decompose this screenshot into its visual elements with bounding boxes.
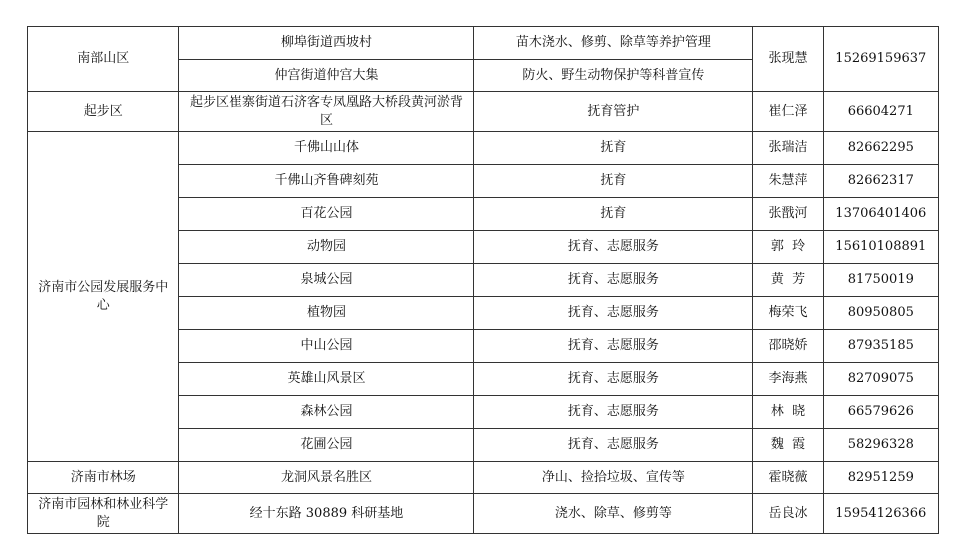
contact-person-cell: 朱慧萍 — [753, 165, 823, 198]
task-cell: 苗木浇水、修剪、除草等养护管理 — [474, 27, 753, 60]
location-cell: 动物园 — [179, 231, 474, 264]
task-cell: 抚育、志愿服务 — [474, 396, 753, 429]
task-cell: 浇水、除草、修剪等 — [474, 494, 753, 534]
volunteer-task-table — [27, 26, 939, 534]
task-cell: 抚育、志愿服务 — [474, 264, 753, 297]
location-cell: 起步区崔寨街道石济客专凤凰路大桥段黄河淤背区 — [179, 92, 474, 132]
task-cell: 抚育 — [474, 132, 753, 165]
task-cell: 抚育、志愿服务 — [474, 429, 753, 462]
contact-person-cell: 魏 霞 — [753, 429, 823, 462]
contact-person-cell: 郭 玲 — [753, 231, 823, 264]
contact-person-cell: 崔仁泽 — [753, 92, 823, 132]
contact-person-cell: 李海燕 — [753, 363, 823, 396]
task-cell: 抚育管护 — [474, 92, 753, 132]
phone-cell: 66604271 — [823, 92, 938, 132]
phone-cell: 82709075 — [823, 363, 938, 396]
table-row — [28, 494, 939, 534]
location-cell: 森林公园 — [179, 396, 474, 429]
location-cell: 百花公园 — [179, 198, 474, 231]
task-cell: 净山、捡拾垃圾、宣传等 — [474, 462, 753, 494]
phone-cell: 13706401406 — [823, 198, 938, 231]
location-cell: 龙洞风景名胜区 — [179, 462, 474, 494]
contact-person-cell: 梅荣飞 — [753, 297, 823, 330]
unit-cell: 起步区 — [28, 92, 179, 132]
location-cell: 千佛山山体 — [179, 132, 474, 165]
location-cell: 英雄山风景区 — [179, 363, 474, 396]
phone-cell: 82662317 — [823, 165, 938, 198]
contact-person-cell: 霍晓薇 — [753, 462, 823, 494]
table-row — [28, 27, 939, 60]
contact-person-cell: 邵晓娇 — [753, 330, 823, 363]
location-cell: 中山公园 — [179, 330, 474, 363]
phone-cell: 80950805 — [823, 297, 938, 330]
contact-person-cell: 林 晓 — [753, 396, 823, 429]
contact-person-cell: 张瑞洁 — [753, 132, 823, 165]
task-cell: 抚育、志愿服务 — [474, 363, 753, 396]
task-cell: 抚育、志愿服务 — [474, 330, 753, 363]
table-row — [28, 92, 939, 132]
phone-cell: 58296328 — [823, 429, 938, 462]
task-cell: 抚育、志愿服务 — [474, 297, 753, 330]
location-cell: 花圃公园 — [179, 429, 474, 462]
task-cell: 抚育、志愿服务 — [474, 231, 753, 264]
location-cell: 经十东路 30889 科研基地 — [179, 494, 474, 534]
contact-person-cell: 张现慧 — [753, 27, 823, 92]
location-cell: 泉城公园 — [179, 264, 474, 297]
unit-cell: 济南市林场 — [28, 462, 179, 494]
location-cell: 柳埠街道西坡村 — [179, 27, 474, 60]
task-cell: 抚育 — [474, 165, 753, 198]
phone-cell: 15610108891 — [823, 231, 938, 264]
phone-cell: 81750019 — [823, 264, 938, 297]
table-row — [28, 132, 939, 165]
phone-cell: 66579626 — [823, 396, 938, 429]
location-cell: 仲宫街道仲宫大集 — [179, 60, 474, 92]
phone-cell: 87935185 — [823, 330, 938, 363]
phone-cell: 82951259 — [823, 462, 938, 494]
phone-cell: 82662295 — [823, 132, 938, 165]
unit-cell: 济南市公园发展服务中心 — [28, 132, 179, 462]
contact-person-cell: 岳良冰 — [753, 494, 823, 534]
phone-cell: 15954126366 — [823, 494, 938, 534]
location-cell: 千佛山齐鲁碑刻苑 — [179, 165, 474, 198]
location-cell: 植物园 — [179, 297, 474, 330]
task-cell: 抚育 — [474, 198, 753, 231]
unit-cell: 济南市园林和林业科学院 — [28, 494, 179, 534]
phone-cell: 15269159637 — [823, 27, 938, 92]
table-row — [28, 462, 939, 494]
contact-person-cell: 张戬河 — [753, 198, 823, 231]
unit-cell: 南部山区 — [28, 27, 179, 92]
contact-person-cell: 黄 芳 — [753, 264, 823, 297]
task-cell: 防火、野生动物保护等科普宣传 — [474, 60, 753, 92]
